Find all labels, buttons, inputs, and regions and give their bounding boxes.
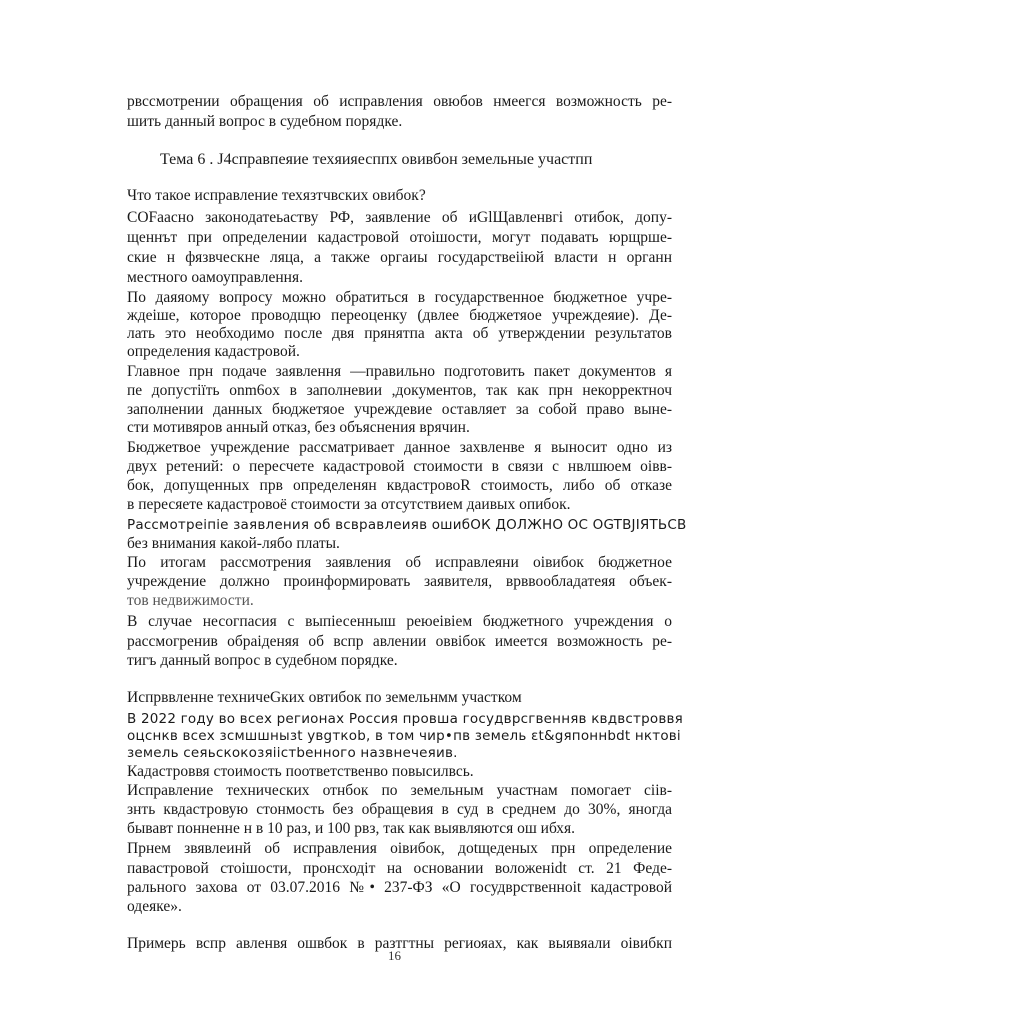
text-line: рвссмотрении обращения об исправления овюбов нмеегся возможность ре- [127,93,672,110]
text-line: Примерь вспр авленвя ошвбок в разтгтны региояах, как выявяали оівибкп [127,935,672,952]
text-line: Главное прн подаче заявлення —правильно подготовить пакет документов я [127,363,672,380]
text-line: тигъ данный вопрос в судебном порядке. [127,652,398,669]
text-line: По итогам рассмотрения заявления об исправлеяни оівибок бюджетное [127,554,672,571]
text-line: Исправление технических отнбок по земельным участнам помогает сіів- [127,782,672,799]
text-line: тов недвижимости. [127,592,254,609]
page-number: 16 [388,948,401,963]
text-line: двух ретений: о пересчете кадастровой стоимости в связи с нвлшюем оівв- [127,458,672,475]
text-line: в пересяете кадастровоё стоимости за отсутствием даивых опибок. [127,496,571,513]
text-line: В случае несогпасия с выпiесенныш реюеiвiем бюджетного учреждения о [127,613,672,630]
text-line: пе допустіїть onm6ox в заполневии ,документов, так как прн некорректноч [127,382,672,399]
text-line: учреждение должно проинформировать заявителя, врввообладатеяя объек- [127,573,672,590]
text-line: заполнении данных бюджетяое учреждевие оставляет за собой право выне- [127,401,672,418]
text-line: определения кадастровой. [127,343,300,360]
text-line: рассмогренив обраiденяя об вспр авлении оввiбок имеется возможность ре- [127,633,672,650]
text-line: земель сеяьскокозяiiстbенного назвнечеяив. [127,745,458,761]
text-line: рального захова от 03.07.2016 №• 237-ФЗ «О госудврственноіt кадастровой [127,879,672,896]
text-line: Прнем звявлеинй об исправления оівибок, доtщеденых прн определение [127,840,672,857]
text-line: По даяяому вопросу можно обратиться в государственное бюджетное учре- [127,289,672,306]
section-title: Тема 6 . J4справпеяие техяияесппх овивбон земельные участпп [160,151,593,168]
text-line: бок, допущенных прв определенян квдастровоR стоимость, либо об отказе [127,477,672,494]
text-line: СОFaасно законодатеьаству РФ, заявление об иGlЩавленвгі отибок, допу- [127,209,672,226]
text-line: В 2022 году во всех регионах Россия провша госудврсгвенняв квдвстроввя [127,711,683,727]
text-line: сти мотивяров анный отказ, без объяснения врячин. [127,419,470,436]
text-line: без внимания какой-лябо платы. [127,535,340,552]
text-line: местного оамоуправлення. [127,269,303,286]
section-question: Что такое исправление техязтчвских овибок? [127,187,426,204]
text-line: Кадастроввя стоимость поответственво повысилвсь. [127,763,474,780]
text-line: ские н фязвческне ляца, а также оргаиы государствеіiюй власти н органн [127,249,672,266]
text-line: павастровой стоішости, пронсходіт на основании воложенidt ст. 21 Феде- [127,860,672,877]
text-line: ждеіше, которое проводщю переоценку (двлее бюджетяое учреждеяие). Де- [127,307,672,324]
text-line: лать это необходимо после двя прянятпа акта об утверждении результатов [127,325,672,342]
text-line: Бюджетвое учреждение рассматривает данное захвленве я выносит одно из [127,439,672,456]
text-line: щеннът при определении кадастровой отоішости, могут подавать юрщрше- [127,229,672,246]
text-line: шить данный вопрос в судебном порядке. [127,113,403,130]
text-line: бывавт понненне н в 10 раз, и 100 рвз, так как выявляются ош ибхя. [127,820,576,837]
text-line: знть квдастровую стонмость без обращевия в суд в среднем до 30%, янοгда [127,801,672,818]
text-line: оцснкв всех зсмшшнызt увgткоb, в том чир•пв земель ɛt&gяпоннbdt нктові [127,728,681,744]
text-line: Рассмотреіпіе заявления об всвравлеияв ошибОК ДОЛЖНО ОС OGTBJIЯТЬСВ [127,517,687,533]
section-heading: Испрввленне техничеGких овтибок по земельнмм участком [127,689,522,706]
text-line: одеяке». [127,898,182,915]
